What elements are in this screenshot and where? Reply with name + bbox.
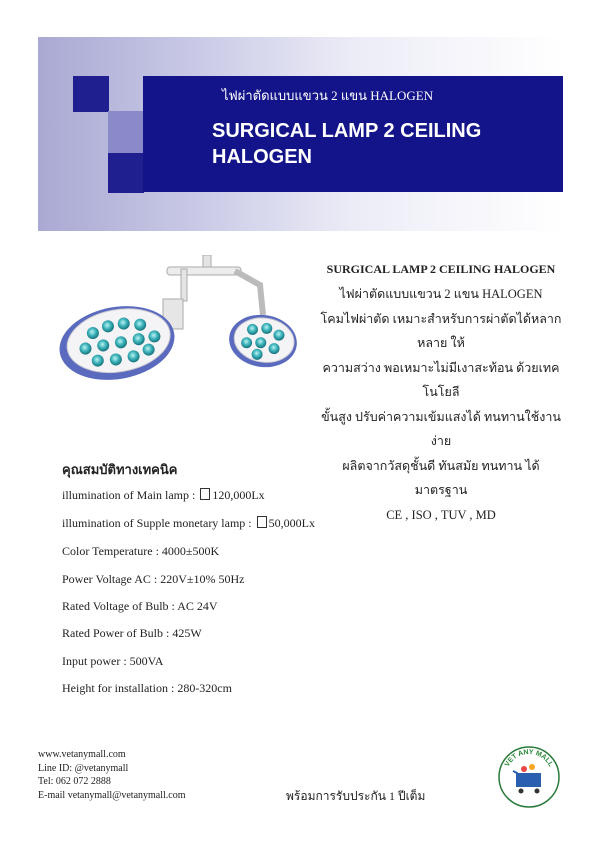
checkbox-icon <box>200 488 210 500</box>
logo-text: VET ANY MALL <box>503 748 555 769</box>
website-link[interactable]: www.vetanymall.com <box>38 749 126 760</box>
description-line: โคมไฟผ่าตัด เหมาะสำหรับการผ่าตัดได้หลากหลาย ให้ <box>320 311 562 350</box>
spec-item: Rated Voltage of Bulb : AC 24V <box>62 599 218 613</box>
checkbox-icon <box>257 516 267 528</box>
page-title <box>212 118 542 170</box>
page-title-line: SURGICAL LAMP 2 CEILING <box>212 120 482 142</box>
spec-label: illumination of Main lamp : <box>62 488 196 502</box>
spec-item: Color Temperature : 4000±500K <box>62 544 220 558</box>
certifications: CE , ISO , TUV , MD <box>386 507 496 522</box>
page-title-line: HALOGEN <box>212 146 312 168</box>
contact-info <box>38 748 186 802</box>
warranty-note: พร้อมการรับประกัน 1 ปีเต็ม <box>286 789 426 803</box>
shopping-cart-logo-icon <box>497 745 561 809</box>
product-title: SURGICAL LAMP 2 CEILING HALOGEN <box>326 262 556 276</box>
product-description <box>318 262 564 527</box>
description-line: ไฟผ่าตัดแบบแขวน 2 แขน HALOGEN <box>339 287 543 301</box>
email: E-mail vetanymall@vetanymall.com <box>38 789 186 801</box>
header-decor-square <box>108 153 144 193</box>
spec-value: 120,000Lx <box>212 488 265 502</box>
surgical-lamp-image <box>55 255 315 390</box>
specs-heading: คุณสมบัติทางเทคนิค <box>62 462 178 477</box>
header-subtitle: ไฟผ่าตัดแบบแขวน 2 แขน HALOGEN <box>222 88 434 103</box>
header-decor-square <box>73 76 109 112</box>
spec-label: illumination of Supple monetary lamp : <box>62 516 252 530</box>
spec-main-lamp <box>62 488 265 503</box>
description-line: ความสว่าง พอเหมาะไม่มีเงาสะท้อน ด้วยเทคโนโยลี <box>322 360 560 399</box>
description-line: ขั้นสูง ปรับค่าความเข้มแสงได้ ทนทานใช้งานง่าย <box>321 409 561 448</box>
telephone: Tel: 062 072 2888 <box>38 776 111 787</box>
spec-value: 50,000Lx <box>268 516 315 530</box>
description-line: ผลิตจากวัสดุชั้นดี ทันสมัย ทนทาน ได้มาตรฐาน <box>342 458 540 497</box>
spec-item: Power Voltage AC : 220V±10% 50Hz <box>62 572 245 586</box>
header-decor-square <box>108 111 144 153</box>
line-id: Line ID: @vetanymall <box>38 762 129 774</box>
spec-item: Input power : 500VA <box>62 654 164 668</box>
spec-item: Rated Power of Bulb : 425W <box>62 626 202 640</box>
spec-item: Height for installation : 280-320cm <box>62 681 232 695</box>
spec-supple-lamp <box>62 516 315 531</box>
